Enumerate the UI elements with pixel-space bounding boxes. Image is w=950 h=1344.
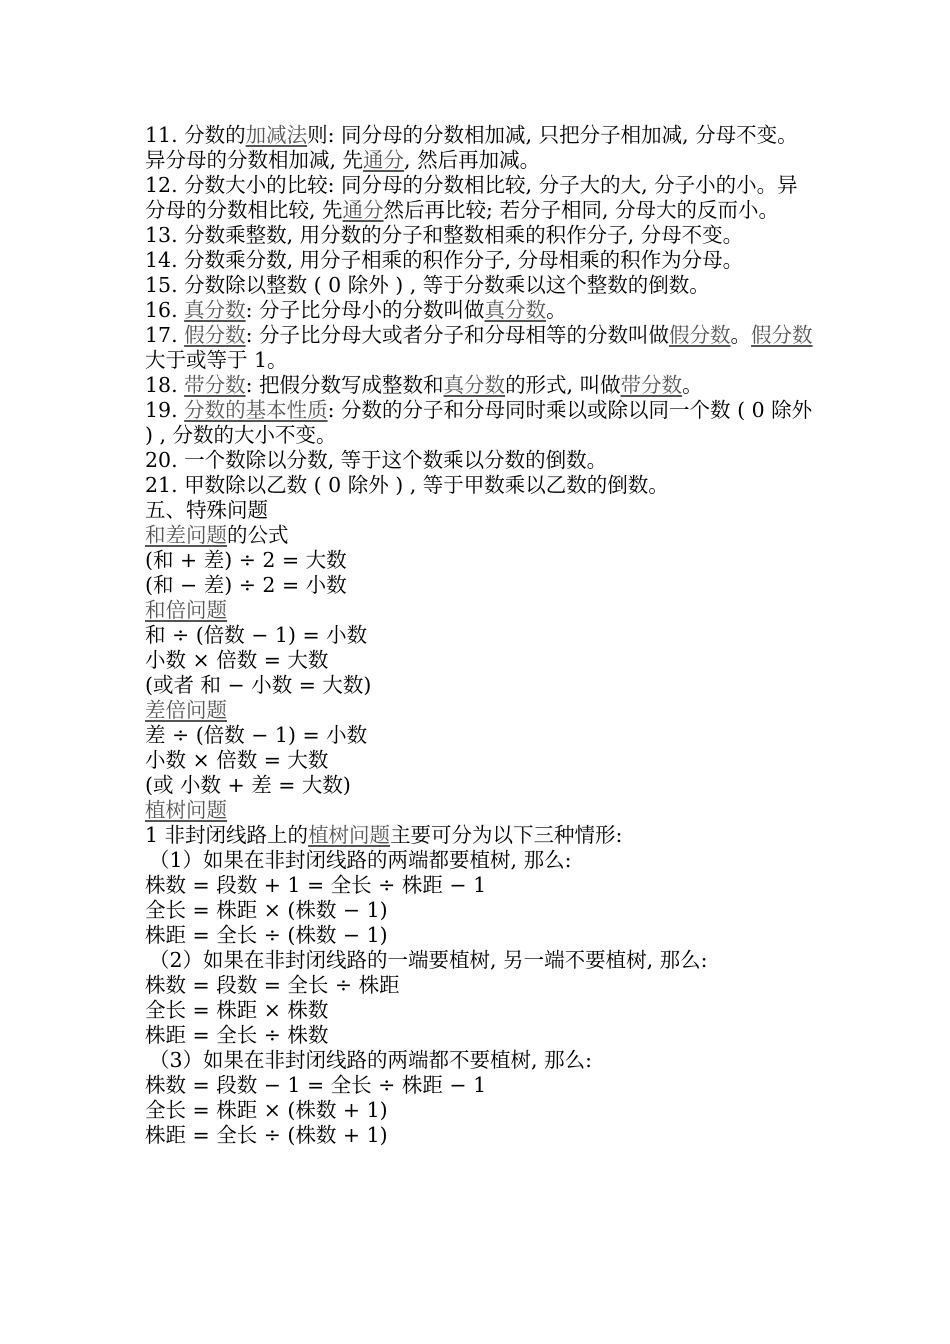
text-run: , 然后再加减。 xyxy=(404,148,541,172)
paragraph xyxy=(145,1073,815,1098)
text-run: 则: 同分母的分数相加减, 只把分子相加减, 分母不变。异分母的分数相加减, 先 xyxy=(145,123,798,172)
text-run: 。 xyxy=(730,323,752,347)
document-body xyxy=(145,123,815,1148)
paragraph xyxy=(145,773,815,798)
text-run: 小数 × 倍数 = 大数 xyxy=(145,748,329,772)
text-run: 14. 分数乘分数, 用分子相乘的积作分子, 分母相乘的积作为分母。 xyxy=(145,248,744,272)
underlined-term: 植树问题 xyxy=(308,823,391,847)
text-run: 20. 一个数除以分数, 等于这个数乘以分数的倒数。 xyxy=(145,448,608,472)
text-run: : 分子比分母小的分数叫做 xyxy=(245,298,485,322)
paragraph xyxy=(145,923,815,948)
text-run: 和 ÷ (倍数 − 1) = 小数 xyxy=(145,623,368,647)
underlined-term: 真分数 xyxy=(443,373,506,397)
paragraph xyxy=(145,1023,815,1048)
paragraph xyxy=(145,623,815,648)
text-run: 小数 × 倍数 = 大数 xyxy=(145,648,329,672)
text-run: 株距 = 全长 ÷ 株数 xyxy=(145,1023,329,1047)
text-run: （2）如果在非封闭线路的一端要植树, 另一端不要植树, 那么: xyxy=(149,948,708,972)
text-run: : 分子比分母大或者分子和分母相等的分数叫做 xyxy=(245,323,670,347)
text-run: 株距 = 全长 ÷ (株数 + 1) xyxy=(145,1123,388,1147)
paragraph xyxy=(145,873,815,898)
underlined-term: 和倍问题 xyxy=(145,598,227,622)
paragraph xyxy=(145,323,815,373)
paragraph xyxy=(145,1048,815,1073)
text-run: 株数 = 段数 = 全长 ÷ 株距 xyxy=(145,973,400,997)
paragraph xyxy=(145,798,815,823)
underlined-term: 植树问题 xyxy=(145,798,227,822)
text-run: 株距 = 全长 ÷ (株数 − 1) xyxy=(145,923,388,947)
text-run: 18. xyxy=(145,373,185,397)
underlined-term: 加减法 xyxy=(245,123,308,147)
text-run: 。 xyxy=(546,298,567,322)
text-run: 。 xyxy=(682,373,703,397)
text-run: 五、特殊问题 xyxy=(145,498,268,522)
text-run: 19. xyxy=(145,398,185,422)
text-run: 11. 分数的 xyxy=(145,123,246,147)
text-run: 的形式, 叫做 xyxy=(505,373,621,397)
text-run: (和 − 差) ÷ 2 = 小数 xyxy=(145,573,347,597)
paragraph xyxy=(145,123,815,173)
paragraph xyxy=(145,573,815,598)
paragraph xyxy=(145,848,815,873)
paragraph xyxy=(145,473,815,498)
text-run: 的公式 xyxy=(227,523,289,547)
text-run: 株数 = 段数 + 1 = 全长 ÷ 株距 − 1 xyxy=(145,873,487,897)
paragraph xyxy=(145,723,815,748)
paragraph xyxy=(145,898,815,923)
paragraph xyxy=(145,823,815,848)
paragraph xyxy=(145,448,815,473)
paragraph xyxy=(145,248,815,273)
paragraph xyxy=(145,373,815,398)
paragraph xyxy=(145,1098,815,1123)
text-run: 21. 甲数除以乙数 ( 0 除外 ) , 等于甲数乘以乙数的倒数。 xyxy=(145,473,669,497)
paragraph xyxy=(145,698,815,723)
text-run: (或 小数 + 差 = 大数) xyxy=(145,773,351,797)
text-run: 16. xyxy=(145,298,185,322)
text-run: 17. xyxy=(145,323,185,347)
text-run: 全长 = 株距 × (株数 + 1) xyxy=(145,1098,388,1122)
paragraph xyxy=(145,298,815,323)
underlined-term: 通分 xyxy=(363,148,405,172)
underlined-term: 分数的基本性质 xyxy=(184,398,328,422)
text-run: 差 ÷ (倍数 − 1) = 小数 xyxy=(145,723,368,747)
paragraph xyxy=(145,973,815,998)
underlined-term: 通分 xyxy=(342,198,384,222)
text-run: 1 非封闭线路上的 xyxy=(145,823,309,847)
text-run: : 分数的分子和分母同时乘以或除以同一个数 ( 0 除外 ) , 分数的大小不变。 xyxy=(145,398,813,447)
underlined-term: 带分数 xyxy=(184,373,246,397)
paragraph xyxy=(145,673,815,698)
paragraph xyxy=(145,648,815,673)
text-run: : 把假分数写成整数和 xyxy=(245,373,444,397)
paragraph xyxy=(145,998,815,1023)
paragraph xyxy=(145,523,815,548)
text-run: 主要可分为以下三种情形: xyxy=(390,823,623,847)
paragraph xyxy=(145,223,815,248)
paragraph xyxy=(145,598,815,623)
underlined-term: 真分数 xyxy=(184,298,246,322)
paragraph xyxy=(145,273,815,298)
text-run: (和 + 差) ÷ 2 = 大数 xyxy=(145,548,347,572)
underlined-term: 假分数 xyxy=(751,323,813,347)
underlined-term: 带分数 xyxy=(620,373,683,397)
text-run: 株数 = 段数 − 1 = 全长 ÷ 株距 − 1 xyxy=(145,1073,487,1097)
paragraph xyxy=(145,1123,815,1148)
paragraph xyxy=(145,748,815,773)
text-run: 然后再比较; 若分子相同, 分母大的反而小。 xyxy=(383,198,780,222)
text-run: 全长 = 株距 × 株数 xyxy=(145,998,329,1022)
underlined-term: 假分数 xyxy=(184,323,246,347)
text-run: 13. 分数乘整数, 用分数的分子和整数相乘的积作分子, 分母不变。 xyxy=(145,223,744,247)
text-run: 全长 = 株距 × (株数 − 1) xyxy=(145,898,388,922)
text-run: 大于或等于 1。 xyxy=(145,348,288,372)
paragraph xyxy=(145,498,815,523)
text-run: (或者 和 − 小数 = 大数) xyxy=(145,673,372,697)
underlined-term: 和差问题 xyxy=(145,523,227,547)
paragraph xyxy=(145,398,815,448)
text-run: （1）如果在非封闭线路的两端都要植树, 那么: xyxy=(149,848,572,872)
paragraph xyxy=(145,948,815,973)
underlined-term: 差倍问题 xyxy=(145,698,227,722)
text-run: 12. 分数大小的比较: 同分母的分数相比较, 分子大的大, 分子小的小。异分母的分数相比较, 先 xyxy=(145,173,798,222)
underlined-term: 真分数 xyxy=(484,298,547,322)
paragraph xyxy=(145,173,815,223)
text-run: （3）如果在非封闭线路的两端都不要植树, 那么: xyxy=(149,1048,592,1072)
text-run: 15. 分数除以整数 ( 0 除外 ) , 等于分数乘以这个整数的倒数。 xyxy=(145,273,710,297)
underlined-term: 假分数 xyxy=(669,323,731,347)
paragraph xyxy=(145,548,815,573)
